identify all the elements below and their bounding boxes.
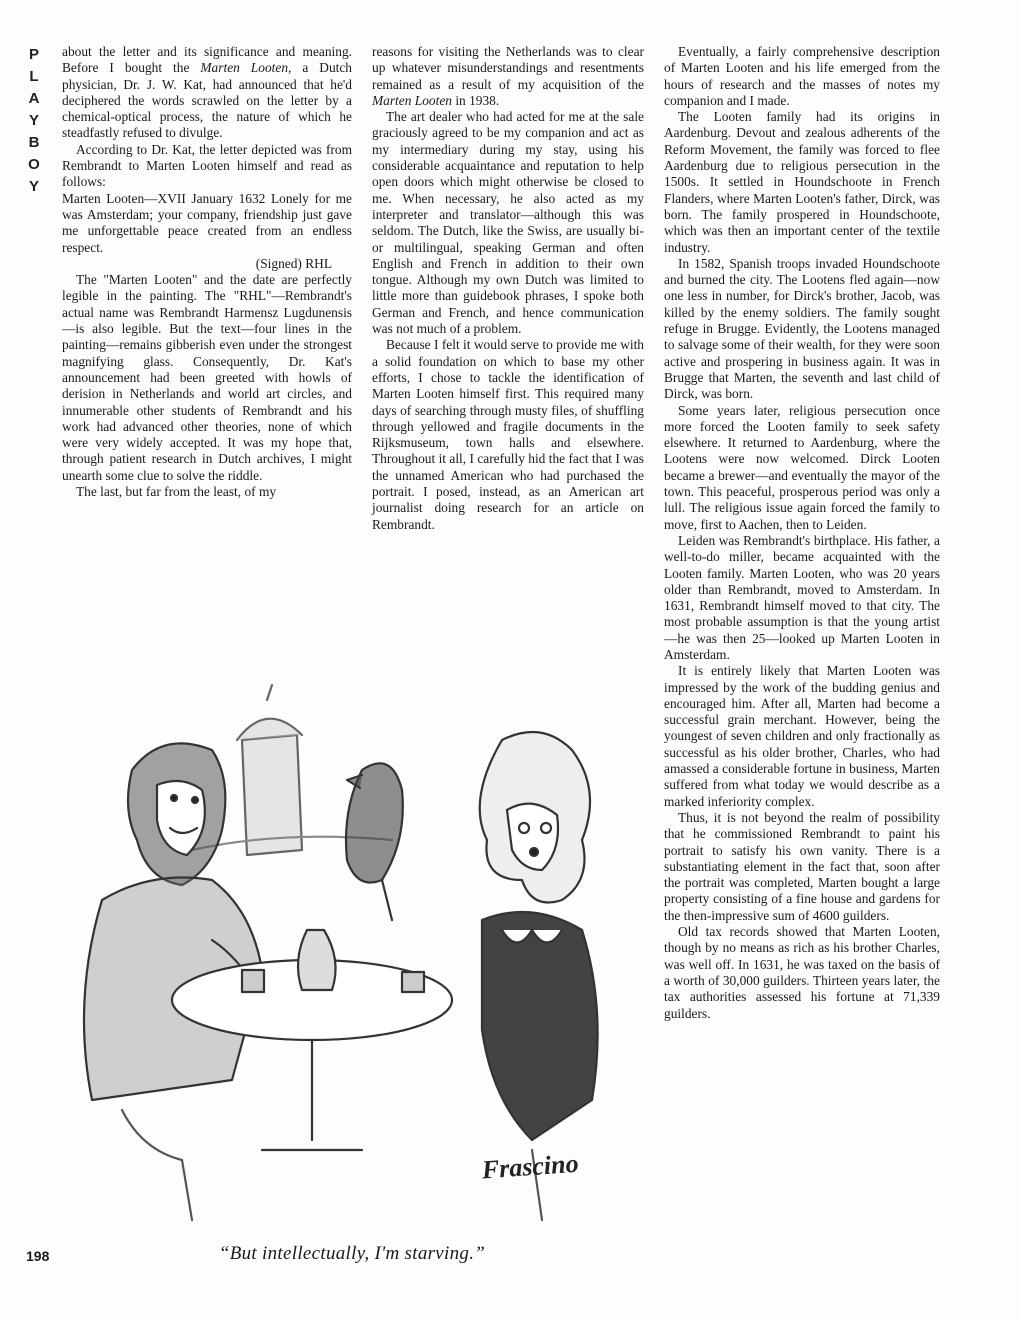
paragraph: Thus, it is not beyond the realm of possibility that he commissioned Rembrandt to paint his portrait to satisfy his own vanity. There is a substantiating element in the fact that, soon after the portrait was completed, Marten bought a large property consisting of a fine house and gardens for the then-impressive sum of 4600 guilders. (664, 809, 940, 923)
letter-quote: Marten Looten—XVII January 1632 Lonely for me was Amsterdam; your company, friendship just gave me unforgettable peace created from an endless respect. (62, 190, 352, 255)
painting-title: Marten Looten (372, 92, 452, 108)
page-number: 198 (26, 1248, 50, 1264)
paragraph: The last, but far from the least, of my (76, 484, 277, 500)
paragraph: In 1582, Spanish troops invaded Houndschoote and burned the city. The Lootens fled again—now one less in number, for Dirck's brother, Jacob, was killed by the enemy soldiers. The family sought refuge in Brugge. Evidently, the Lootens managed to salvage some of their wealth, for they were soon active and prospering in business again. It was in Brugge that Marten, the seventh and last child of Dirck, was born. (664, 255, 940, 402)
text-column-3 (664, 44, 940, 1022)
logo-letter: B (28, 134, 40, 151)
paragraph: Eventually, a fairly comprehensive description of Marten Looten and his life emerged from the hours of research and the masses of notes my companion and I made. (664, 44, 940, 108)
paragraph: Leiden was Rembrandt's birthplace. His father, a well-to-do miller, became acquainted with the Looten family. Marten Looten, who was 20 years older than Rembrandt, moved to Amsterdam. In 1631, Rembrandt himself moved to that city. The most probable assumption is that the young artist—he was then 25—looked up Marten Looten in Amsterdam. (664, 532, 940, 662)
paragraph: Because I felt it would serve to provide me with a solid foundation on which to base my other efforts, I chose to tackle the identification of Marten Looten himself first. This required many days of searching through musty files, of shuffling through yellowed and fragile documents in the Rijksmuseum, town halls and elsewhere. Throughout it all, I carefully hid the fact that I was the unnamed American who had purchased the portrait. I posed, instead, as an American art journalist doing research for an article on Rembrandt. (372, 337, 644, 532)
paragraph: The art dealer who had acted for me at the sale graciously agreed to be my companion and act as my intermediary during my stay, using his considerable acquaintance and reputation to help open doors which might otherwise be closed to me. When necessary, he also acted as my interpreter and translator—although this was seldom. The Dutch, like the Swiss, are usually bi- or multilingual, speaking German and often English and French in addition to their own tongue. Although my own Dutch was limited to little more than guidebook phrases, I spoke both German and French, and hence communication was not much of a problem. (372, 109, 644, 337)
cartoon-illustration (62, 680, 622, 1240)
paragraph: Some years later, religious persecution once more forced the Looten family to seek safety elsewhere. It returned to Aardenburg, where the Lootens were now welcomed. Dirck Looten became a brewer—and eventually the mayor of the town. This peaceful, prosperous period was only a lull. The religious issue again forced the family to move, first to Aachen, then to Leiden. (664, 402, 940, 532)
logo-letter: A (28, 90, 40, 107)
text-column-1 (62, 44, 352, 500)
cartoon-caption: “But intellectually, I'm starving.” (218, 1243, 486, 1264)
logo-letter: O (28, 156, 40, 173)
magazine-logo-vertical (24, 44, 44, 198)
parrot (346, 763, 403, 920)
paragraph: reasons for visiting the Netherlands was to clear up whatever misunderstandings and resentments remained as a result of my acquisition of the Marten Looten in 1938. (372, 44, 644, 108)
background-tower (237, 685, 302, 855)
paragraph: about the letter and its significance and meaning. Before I bought the Marten Looten, a Dutch physician, Dr. J. W. Kat, had announced that he'd deciphered the words scrawled on the letter by a chemical-optical process, the nature of which he steadfastly refused to divulge. (62, 44, 353, 141)
painting-title: Marten Looten (200, 60, 289, 76)
paragraph: It is entirely likely that Marten Looten was impressed by the work of the budding genius and encouraged him. After all, Marten had become a successful grain merchant. However, being the youngest of seven children and only fractionally as successful as his older brother, Charles, who had amassed a considerable fortune in business, Marten suffered from what today we would describe as a marked inferiority complex. (664, 663, 940, 809)
cartoon-drawing (62, 680, 622, 1240)
logo-letter: Y (28, 178, 39, 195)
woman-figure (480, 732, 598, 1140)
text-column-2 (372, 44, 644, 533)
logo-letter: Y (28, 112, 39, 129)
cartoonist-signature: Frascino (480, 1148, 580, 1185)
paragraph: The Looten family had its origins in Aardenburg. Devout and zealous adherents of the Reform Movement, the family was forced to flee Aardenburg due to religious persecution in the 1500s. It settled in Houndschoote in French Flanders, where Marten Looten's father, Dirck, was born. The family prospered in Houndschoote, which was then an important center of the textile industry. (664, 109, 940, 255)
paragraph: According to Dr. Kat, the letter depicted was from Rembrandt to Marten Looten himself and read as follows: (62, 141, 352, 190)
paragraph: The "Marten Looten" and the date are perfectly legible in the painting. The "RHL"—Rembrandt's actual name was Rembrandt Harmensz Lugdunensis—is also legible. But the text—four lines in the painting—remains gibberish even under the strongest magnifying glass. Consequently, Dr. Kat's announcement had been greeted with howls of derision in Netherlands and world art circles, and innumerable other students of Rembrandt and his work had advanced other theories, none of which were very widely accepted. It was my hope that, through patient research in Dutch archives, I might unearth some clue to solve the riddle. (62, 272, 352, 483)
logo-letter: L (29, 68, 39, 85)
paragraph: Old tax records showed that Marten Looten, though by no means as rich as his brother Charles, was well off. In 1631, he was taxed on the basis of a worth of 30,000 guilders. Thirteen years later, the tax authorities assessed his fortune at 71,339 guilders. (664, 924, 940, 1021)
logo-letter: P (28, 46, 39, 63)
letter-signature: (Signed) RHL (255, 255, 332, 271)
